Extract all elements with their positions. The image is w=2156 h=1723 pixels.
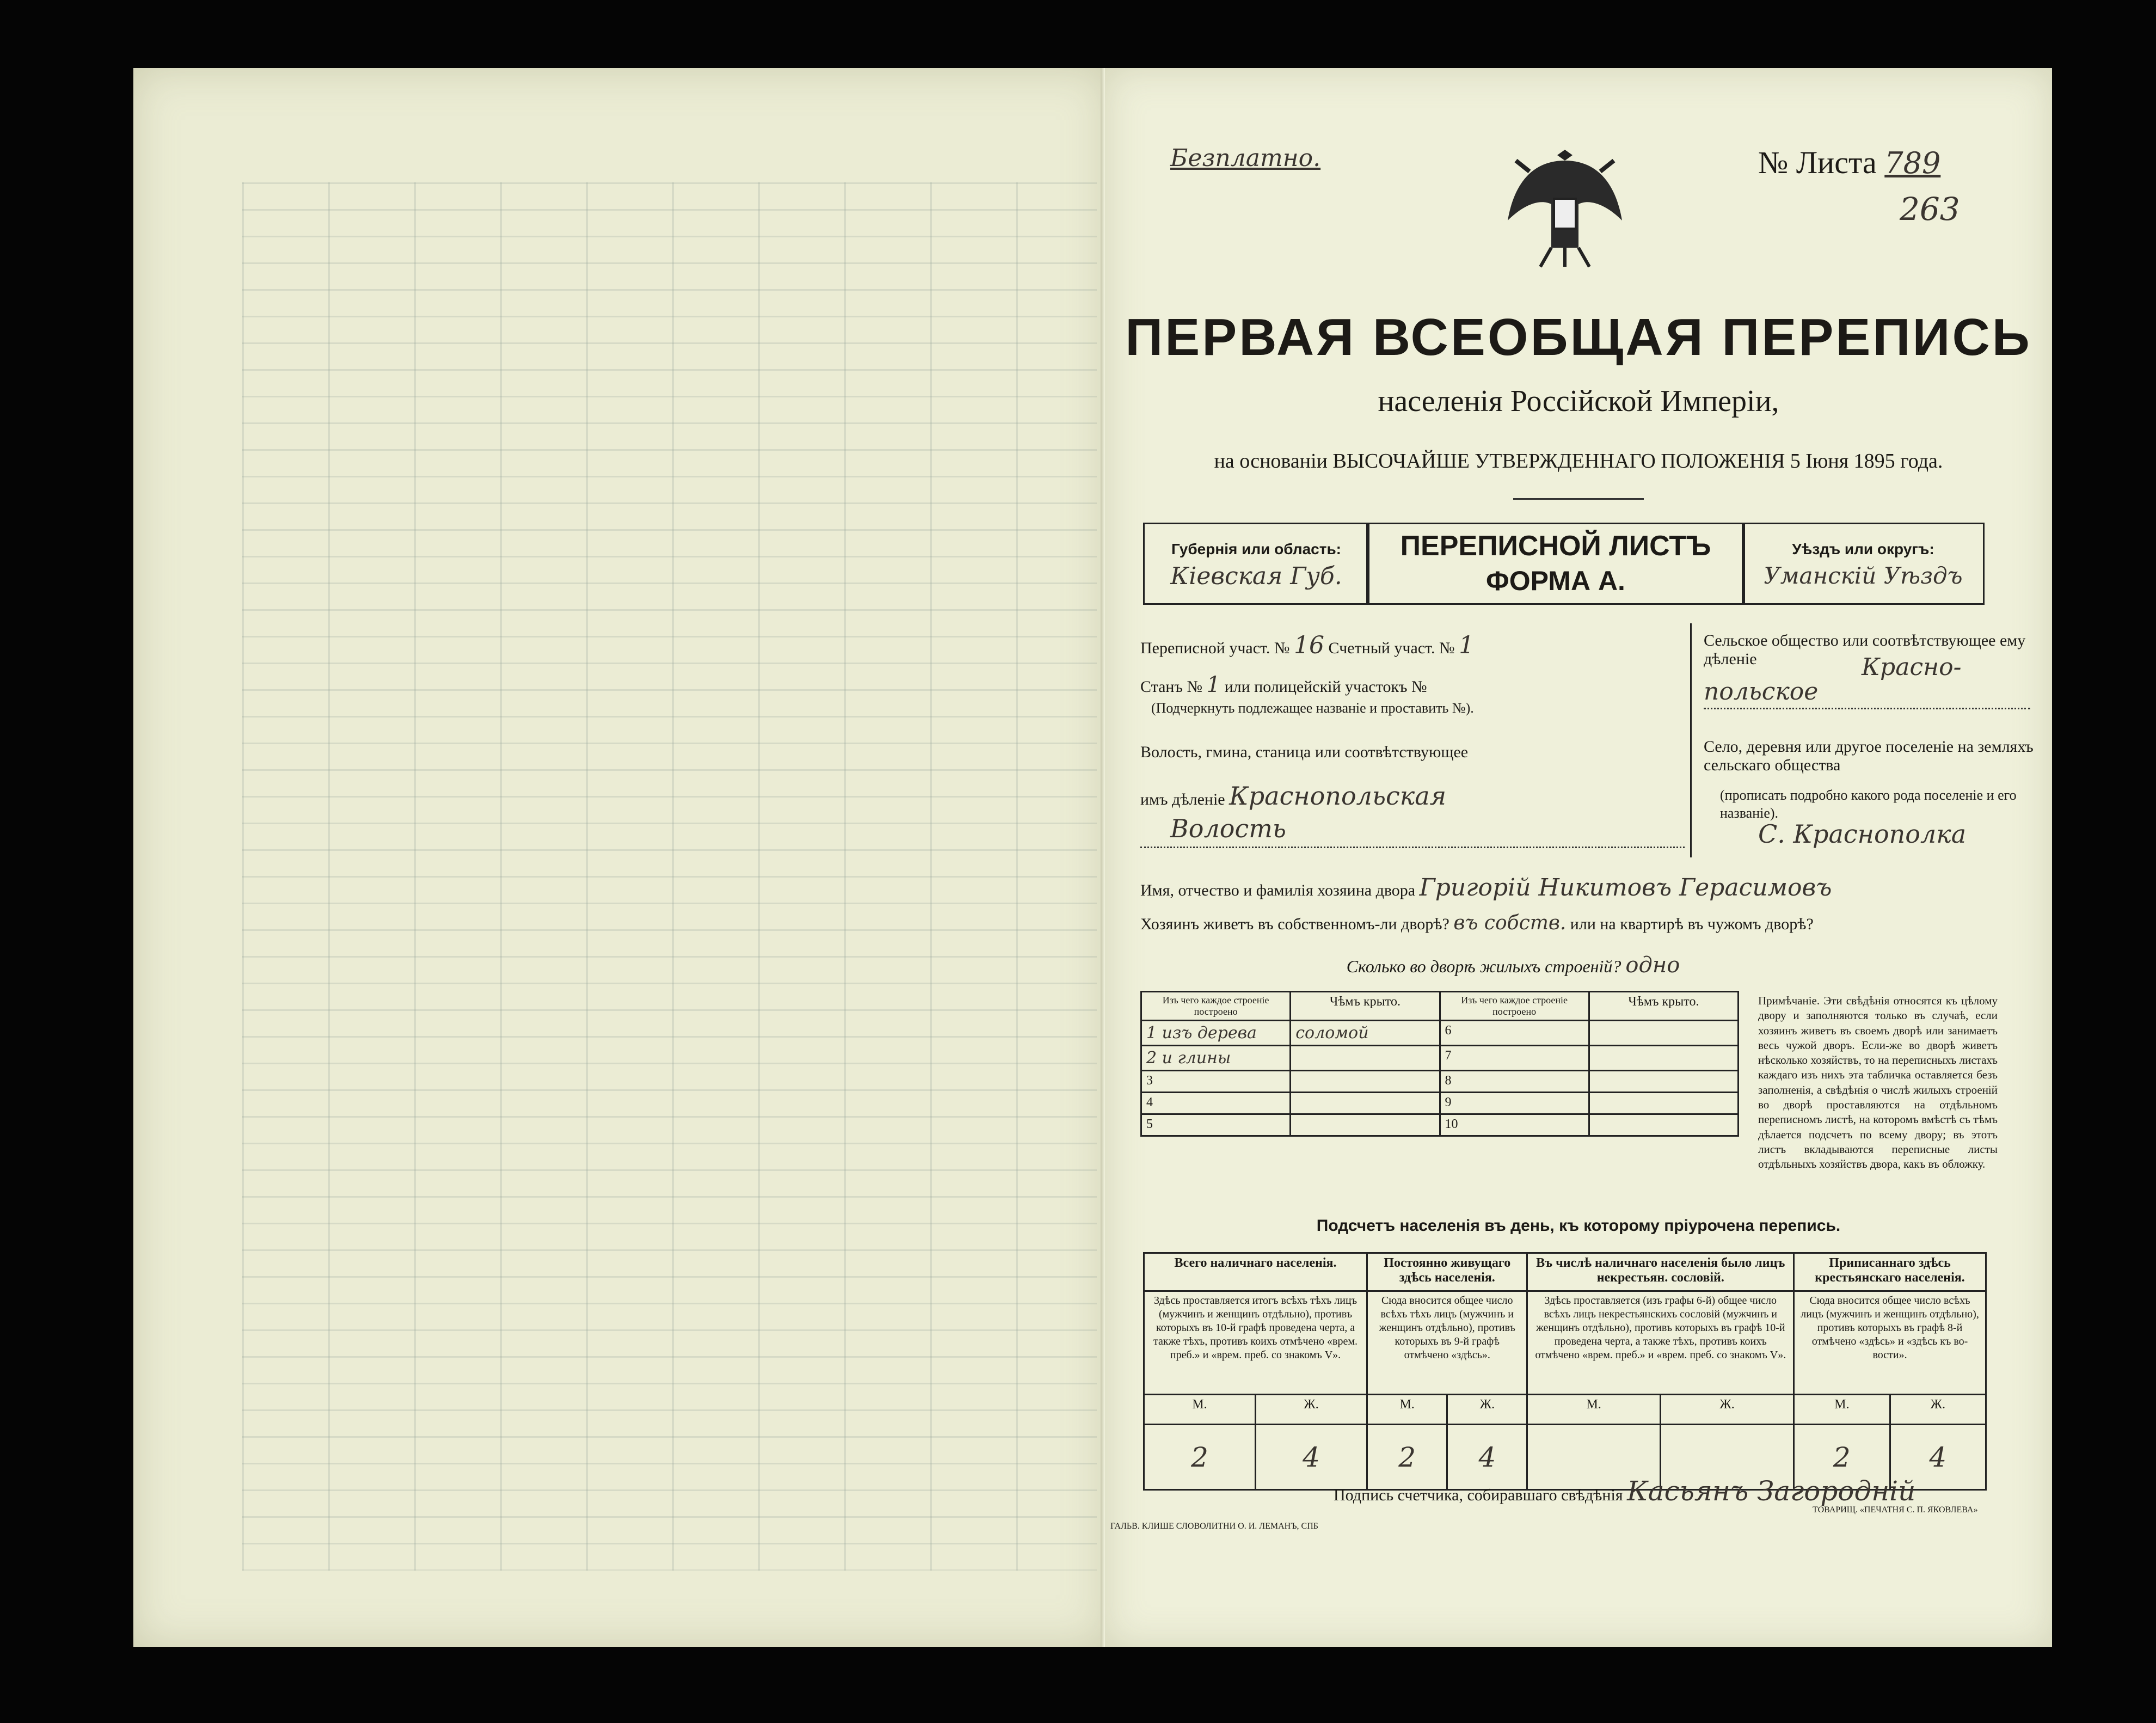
sex-male-header: М.: [1144, 1395, 1256, 1425]
buildings-row: 8: [1440, 1071, 1589, 1093]
stan-field: [1140, 672, 1427, 697]
village-label: Село, деревня или другое поселеніе на земляхъ сельскаго общества: [1704, 738, 2034, 774]
count-header: Въ числѣ наличнаго населенія было лицъ некрестьян. сословій.: [1527, 1253, 1794, 1291]
society-value-line-2: польское: [1704, 678, 1819, 706]
society-underline: [1704, 708, 2030, 709]
sheet-title: ПЕРЕПИСНОЙ ЛИСТЪ: [1400, 530, 1711, 562]
volost-underline: [1140, 847, 1685, 848]
buildings-roof-cell: [1589, 1046, 1738, 1071]
buildings-table: [1140, 991, 1739, 1137]
count-value: 4: [1256, 1425, 1367, 1490]
volost-label-line-1: Волость, гмина, станица или соотвѣтствующее: [1140, 743, 1469, 761]
volost-value-line-2: Волость: [1170, 814, 1286, 843]
sex-male-header: М.: [1794, 1395, 1890, 1425]
owner-value: Григорій Никитовъ Герасимовъ: [1419, 874, 1832, 902]
buildings-roof-cell: [1291, 1046, 1440, 1071]
sheet-number-label: № Листа: [1758, 145, 1877, 180]
counting-section-label: Счетный участ. №: [1328, 639, 1455, 657]
form-main-title: ПЕРВАЯ ВСЕОБЩАЯ ПЕРЕПИСЬ: [1125, 308, 2032, 366]
buildings-col-roof-2: Чѣмъ крыто.: [1589, 992, 1738, 1021]
own-yard-value: въ собств.: [1453, 912, 1567, 934]
count-value: 4: [1890, 1425, 1986, 1490]
residence-field: [1140, 912, 1814, 934]
sheet-alt-number: 263: [1900, 191, 1960, 228]
left-page-faint-grid: [242, 182, 1097, 1571]
free-label: Безплатно.: [1170, 144, 1321, 172]
buildings-roof-cell: [1291, 1093, 1440, 1114]
sex-male-header: М.: [1367, 1395, 1447, 1425]
signature-value: Касьянъ Загородній: [1627, 1475, 1916, 1507]
owner-field: [1140, 874, 1832, 902]
count-value: 4: [1447, 1425, 1527, 1490]
uezd-box: [1742, 523, 1985, 605]
gubernia-box: [1143, 523, 1369, 605]
sex-male-header: М.: [1527, 1395, 1660, 1425]
buildings-roof-cell: [1291, 1071, 1440, 1093]
count-header: Приписаннаго здѣсь крестьянскаго населенія.: [1794, 1253, 1986, 1291]
buildings-roof-cell: [1589, 1114, 1738, 1136]
society-label: Сельское общество или соотвѣтствующее ему дѣленіе: [1704, 631, 2026, 668]
ornamental-divider: [1513, 498, 1644, 500]
gubernia-value: Кіевская Губ.: [1170, 562, 1342, 590]
stan-note: (Подчеркнуть подлежащее названіе и проставить №).: [1151, 700, 1474, 716]
census-section-field: [1140, 631, 1474, 659]
gubernia-label: Губернія или область:: [1171, 541, 1342, 557]
buildings-roof-cell: [1589, 1071, 1738, 1093]
count-description: Сюда вносится общее число всѣхъ лицъ (мужчинъ и женщинъ отдѣльно), противъ которыхъ въ графѣ 8-й отмѣчено «здѣсь» и «здѣсь къ во-вости».: [1794, 1291, 1986, 1395]
sheet-number-value: 789: [1884, 146, 1941, 180]
census-section-value: 16: [1294, 631, 1325, 659]
form-legal-basis: на основаніи ВЫСОЧАЙШЕ УТВЕРЖДЕННАГО ПОЛОЖЕНІЯ 5 Іюня 1895 года.: [1214, 450, 1943, 473]
buildings-roof-cell: [1291, 1114, 1440, 1136]
count-value: 2: [1144, 1425, 1256, 1490]
buildings-roof-cell: [1589, 1093, 1738, 1114]
count-description: Здѣсь проставляется (изъ графы 6-й) общее число всѣхъ лицъ некрестьянскихъ сословій (мужчинъ и женщинъ отдѣльно), противъ которыхъ въ графѣ 10-й проведена черта, а также тѣхъ, противъ коихъ отмѣчено «врем. преб.» и «врем. преб. со знакомъ V».: [1527, 1291, 1794, 1395]
uezd-label: Уѣздъ или округъ:: [1792, 541, 1934, 557]
buildings-row: 4: [1141, 1093, 1291, 1114]
census-section-label: Переписной участ. №: [1140, 639, 1290, 657]
stan-label: Станъ №: [1140, 678, 1203, 696]
count-description: Здѣсь проставляется итогъ всѣхъ тѣхъ лицъ (мужчинъ и женщинъ отдѣльно), противъ которыхъ въ 10-й графѣ проведена черта, а также тѣхъ, противъ коихъ отмѣчено «врем. преб.» и «врем. преб. со знакомъ V».: [1144, 1291, 1367, 1395]
buildings-roof-cell: [1589, 1021, 1738, 1046]
count-header: Всего наличнаго населенія.: [1144, 1253, 1367, 1291]
stan-value: 1: [1206, 672, 1221, 697]
own-yard-label: Хозяинъ живетъ въ собственномъ-ли дворѣ?: [1140, 915, 1449, 933]
volost-label-line-2: имъ дѣленіе: [1140, 790, 1225, 808]
buildings-row: 5: [1141, 1114, 1291, 1136]
buildings-row: 2 и глины: [1141, 1046, 1291, 1071]
buildings-field: [1105, 953, 1921, 978]
count-value: 2: [1367, 1425, 1447, 1490]
volost-value-line-1: Краснопольская: [1229, 781, 1447, 811]
volost-field: [1140, 781, 1446, 811]
sex-female-header: Ж.: [1256, 1395, 1367, 1425]
buildings-row: 10: [1440, 1114, 1589, 1136]
buildings-row: 6: [1440, 1021, 1589, 1046]
uezd-value: Уманскій Уѣздъ: [1764, 562, 1963, 589]
rent-label: или на квартирѣ въ чужомъ дворѣ?: [1570, 915, 1814, 933]
buildings-row: 9: [1440, 1093, 1589, 1114]
form-subtitle: населенія Россійской Имперіи,: [1378, 384, 1779, 418]
buildings-row: 1 изъ дерева: [1141, 1021, 1291, 1046]
counting-section-value: 1: [1459, 631, 1475, 659]
population-count-table: [1143, 1252, 1987, 1491]
printer-imprint-left: ГАЛЬВ. КЛИШЕ СЛОВОЛИТНИ О. И. ЛЕМАНЪ, СПБ: [1110, 1522, 1318, 1531]
buildings-roof-cell: соломой: [1291, 1021, 1440, 1046]
buildings-col-roof: Чѣмъ крыто.: [1291, 992, 1440, 1021]
count-header: Постоянно живущаго здѣсь населенія.: [1367, 1253, 1527, 1291]
buildings-col-material-2: Изъ чего каждое строеніе построено: [1440, 992, 1589, 1021]
buildings-note: Примѣчаніе. Эти свѣдѣнія относятся къ цѣлому двору и заполняются только въ случаѣ, если хозяинъ живетъ въ своемъ дворѣ или занимаетъ весь чужой дворъ. Если-же во дворѣ живетъ нѣсколько хозяйствъ, то на переписныхъ листахъ каждаго изъ нихъ эта табличка оставляется безъ заполненія, а свѣдѣнія о числѣ жилыхъ строеній во дворѣ проставляются на отдѣльномъ переписномъ листѣ, на которомъ вмѣстѣ съ тѣмъ дѣлается подсчетъ по всему двору; въ этотъ листъ вкладываются переписные листы отдѣльныхъ хозяйствъ двора, какъ въ обложку.: [1758, 994, 1998, 1171]
buildings-col-material: Изъ чего каждое строеніе построено: [1141, 992, 1291, 1021]
sex-female-header: Ж.: [1660, 1395, 1793, 1425]
owner-label: Имя, отчество и фамилія хозяина двора: [1140, 881, 1416, 899]
form-name: ФОРМА А.: [1486, 566, 1625, 596]
count-value: 2: [1794, 1425, 1890, 1490]
police-label: или полицейскій участокъ №: [1224, 678, 1427, 696]
left-page: [133, 68, 1108, 1647]
buildings-row: 3: [1141, 1071, 1291, 1093]
census-form-page: [1105, 68, 2052, 1647]
field-column-divider: [1690, 623, 1692, 857]
double-headed-eagle-emblem: [1497, 139, 1633, 269]
buildings-row: 7: [1440, 1046, 1589, 1071]
sheet-title-box: [1366, 523, 1745, 605]
buildings-label: Сколько во дворѣ жилыхъ строеній?: [1346, 956, 1621, 976]
sheet-number: [1758, 144, 1940, 181]
signature-field: [1334, 1475, 1915, 1507]
count-description: Сюда вносится общее число всѣхъ тѣхъ лицъ (мужчинъ и женщинъ отдѣльно), противъ которыхъ въ 9-й графѣ отмѣчено «здѣсь».: [1367, 1291, 1527, 1395]
village-value: С. Краснополка: [1758, 819, 1967, 849]
buildings-value: одно: [1625, 953, 1680, 978]
printer-imprint-right: ТОВАРИЩ. «ПЕЧАТНЯ С. П. ЯКОВЛЕВА»: [1813, 1505, 1978, 1514]
signature-label: Подпись счетчика, собиравшаго свѣдѣнія: [1334, 1486, 1623, 1504]
sex-female-header: Ж.: [1890, 1395, 1986, 1425]
sex-female-header: Ж.: [1447, 1395, 1527, 1425]
society-value-line-1: Красно-: [1862, 653, 1962, 681]
population-count-title: Подсчетъ населенія въ день, къ которому пріурочена перепись.: [1316, 1217, 1841, 1235]
village-note: (прописать подробно какого рода поселеніе и его названіе).: [1720, 787, 2017, 821]
